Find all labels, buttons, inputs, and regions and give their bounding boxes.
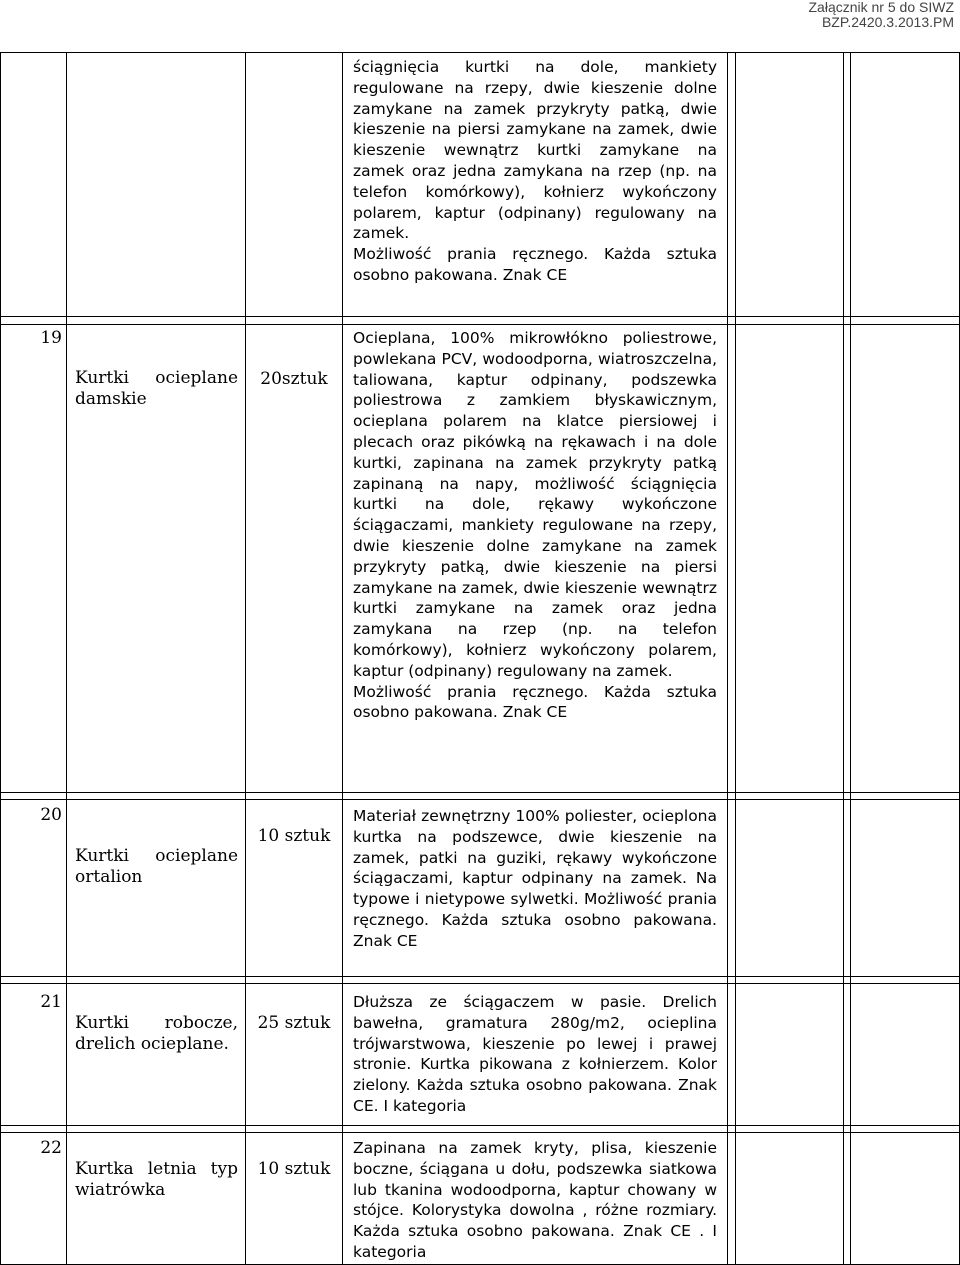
item-name: Kurtka letnia typ wiatrówka — [75, 1159, 238, 1200]
table-rule — [245, 52, 246, 1265]
item-number: 21 — [40, 992, 62, 1012]
table-rule — [727, 52, 728, 1265]
item-description: ściągnięcia kurtki na dole, mankiety regulowane na rzepy, dwie kieszenie dolne zamykane na zamek przykryty patką, dwie kieszenie na piersi zamykane na zamek, dwie kieszenie wewnątrz kurtki zamykane na zamek oraz jedna zamykana na rzep (np. na telefon komórkowy), kołnierz wykończony polarem, kaptur (odpinany) regulowany na zamek. Możliwość prania ręcznego. Każda sztuka osobno pakowana. Znak CE — [353, 58, 717, 284]
reference-number: BZP.2420.3.2013.PM — [821, 14, 954, 30]
document-header — [754, 0, 954, 30]
item-quantity: 10 sztuk — [257, 826, 331, 846]
table-rule — [0, 792, 960, 793]
table-rule — [342, 52, 343, 1265]
table-rule — [0, 52, 960, 53]
item-number: 22 — [40, 1138, 62, 1158]
item-number: 20 — [40, 805, 62, 825]
annex-label: Załącznik nr 5 do SIWZ — [808, 0, 954, 15]
table-rule — [0, 976, 960, 977]
item-name: Kurtki ocieplane damskie — [75, 368, 238, 409]
table-rule — [0, 1132, 960, 1133]
item-quantity: 10 sztuk — [257, 1159, 331, 1179]
item-description: Materiał zewnętrzny 100% poliester, ocieplona kurtka na podszewce, dwie kieszenie na zamek, patki na guziki, rękawy wykończone ściągaczami, kaptur odpinany na zamek. Na typowe i nietypowe sylwetki. Możliwość prania ręcznego. Każda sztuka osobno pakowana. Znak CE — [353, 807, 717, 950]
table-rule — [735, 52, 736, 1265]
table-rule — [850, 52, 851, 1265]
item-description: Zapinana na zamek kryty, plisa, kieszenie boczne, ściągana u dołu, podszewka siatkowa lub tkanina wodoodporna, kaptur chowany w stójce. Kolorystyka dowolna , różne rozmiary. Każda sztuka osobno pakowana. Znak CE . I kategoria — [353, 1139, 717, 1261]
item-description: Dłuższa ze ściągaczem w pasie. Drelich bawełna, gramatura 280g/m2, ocieplina trójwarstwowa, kieszenie po lewej i prawej stronie. Kurtka pikowana z kołnierzem. Kolor zielony. Każda sztuka osobno pakowana. Znak CE. I kategoria — [353, 993, 717, 1115]
item-description: Ocieplana, 100% mikrowłókno poliestrowe, powlekana PCV, wodoodporna, wiatroszczelna, taliowana, kaptur odpinany, podszewka poliestrowa z zamkiem błyskawicznym, ocieplana polarem na klatce piersiowej i plecach oraz pikówką na rękawach i na dole kurtki, zapinana na zamek przykryty patką zapinaną na napy, możliwość ściągnięcia kurtki na dole, rękawy wykończone ściągaczami, mankiety regulowane na rzepy, dwie kieszenie dolne zamykane na zamek przykryty patką, dwie kieszenie na piersi zamykane na zamek, dwie kieszenie wewnątrz kurtki zamykane na zamek oraz jedna zamykana na rzep (np. na telefon komórkowy), kołnierz wykończony polarem, kaptur (odpinany) regulowany na zamek. Możliwość prania ręcznego. Każda sztuka osobno pakowana. Znak CE — [353, 329, 717, 722]
table-rule — [843, 52, 844, 1265]
item-name: Kurtki robocze, drelich ocieplane. — [75, 1013, 238, 1054]
table-rule — [66, 52, 67, 1265]
item-quantity: 20sztuk — [260, 369, 328, 389]
item-quantity: 25 sztuk — [257, 1013, 331, 1033]
table-rule — [0, 324, 960, 325]
table-rule — [0, 316, 960, 317]
table-rule — [0, 983, 960, 984]
table-rule — [0, 1125, 960, 1126]
table-rule — [0, 52, 1, 1265]
item-name: Kurtki ocieplane ortalion — [75, 846, 238, 887]
item-number: 19 — [40, 328, 62, 348]
table-rule — [0, 799, 960, 800]
